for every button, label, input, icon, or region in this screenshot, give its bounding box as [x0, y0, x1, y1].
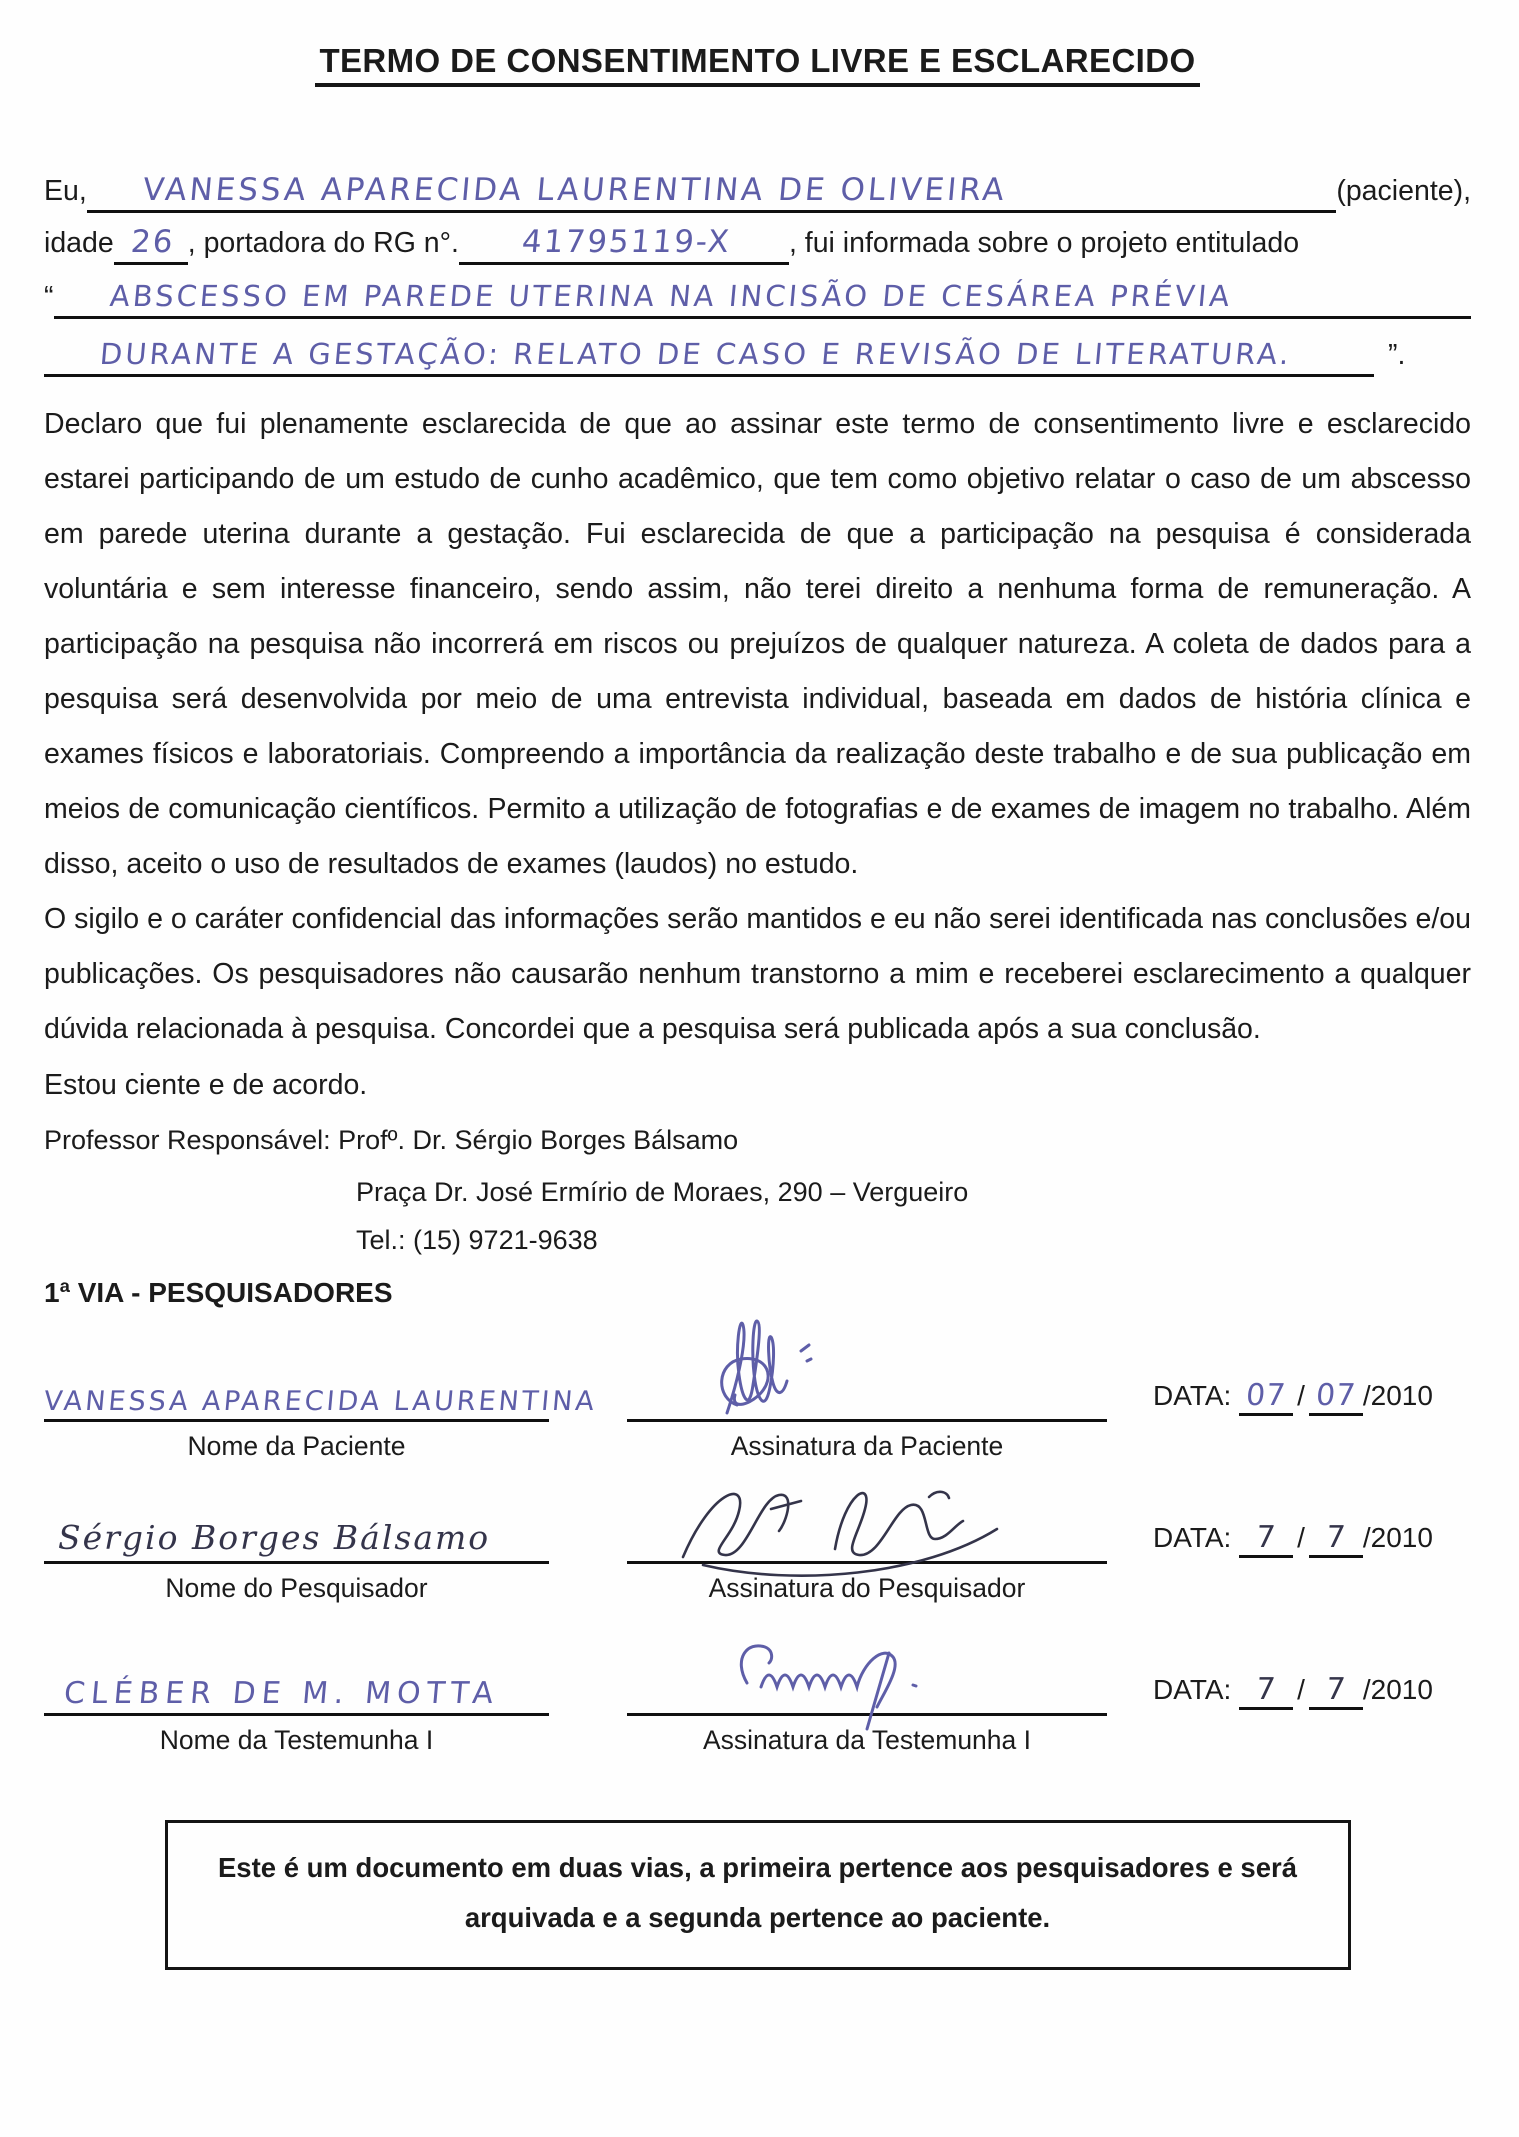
rg-label: , portadora do RG n°. [187, 227, 459, 259]
address-line: Praça Dr. José Ermírio de Moraes, 290 – Vergueiro [356, 1177, 969, 1207]
intro-line-eu [44, 172, 1471, 213]
researcher-date-month-line [1309, 1522, 1363, 1558]
witness-signature-line [627, 1662, 1107, 1716]
date-separator: / [1297, 1522, 1305, 1553]
confidentiality-paragraph: O sigilo e o caráter confidencial das informações serão mantidos e eu não serei identificada nas conclusões e/ou publicações. Os pesquisadores não causarão nenhum transtorno a mim e receberei esclarecimento a qualquer dúvida relacionada à pesquisa. Concordei que a pesquisa será publicada após a sua conclusão. [44, 903, 1471, 1045]
project-title-field-1 [54, 281, 1472, 319]
signature-row-patient [44, 1368, 1471, 1462]
close-quote: ”. [1388, 339, 1406, 371]
patient-date-year: /2010 [1362, 1380, 1433, 1411]
witness-date [1153, 1674, 1433, 1756]
witness-date-day-line [1239, 1674, 1293, 1710]
project-title-line-2 [44, 339, 1471, 377]
researcher-signature-line [627, 1510, 1107, 1564]
open-quote: “ [44, 281, 54, 313]
patient-name-label: Nome da Paciente [187, 1431, 406, 1461]
patient-date-month-line [1309, 1380, 1363, 1416]
project-title-handwriting-2: DURANTE A GESTAÇÃO: RELATO DE CASO E REVISÃO DE LITERATURA. [98, 337, 1294, 371]
patient-date-day-line [1239, 1380, 1293, 1416]
researcher-name-label: Nome do Pesquisador [165, 1573, 428, 1603]
witness-date-day: 7 [1254, 1672, 1278, 1707]
footer-notice-box [165, 1820, 1351, 1970]
date-separator: / [1297, 1674, 1305, 1705]
via-heading: 1ª VIA - PESQUISADORES [44, 1277, 393, 1308]
patient-signature-drawing [697, 1313, 847, 1433]
researcher-name-line [44, 1510, 549, 1564]
researcher-signature-drawing [667, 1465, 1027, 1595]
intro-line-idade [44, 224, 1471, 265]
patient-name-line [42, 1368, 599, 1422]
age-field [114, 224, 188, 265]
witness-name-line [44, 1662, 549, 1716]
page-title: TERMO DE CONSENTIMENTO LIVRE E ESCLARECIDO [315, 42, 1199, 87]
witness-date-year: /2010 [1362, 1674, 1433, 1705]
witness-date-month: 7 [1324, 1672, 1348, 1707]
patient-signature-line [627, 1368, 1107, 1422]
patient-date [1153, 1380, 1433, 1462]
patient-name-handwriting: VANESSA APARECIDA LAURENTINA DE OLIVEIRA [141, 172, 1009, 208]
idade-label: idade [44, 227, 114, 259]
witness-name-label: Nome da Testemunha I [159, 1725, 434, 1755]
date-label: DATA: [1153, 1522, 1232, 1553]
agreement-statement: Estou ciente e de acordo. [44, 1069, 368, 1101]
paciente-label: (paciente), [1336, 175, 1471, 207]
researcher-signature-label: Assinatura do Pesquisador [708, 1573, 1026, 1603]
witness-signature-label: Assinatura da Testemunha I [702, 1725, 1031, 1755]
rg-handwriting: 41795119-X [520, 224, 732, 260]
date-separator: / [1297, 1380, 1305, 1411]
researcher-date-day-line [1239, 1522, 1293, 1558]
patient-date-month: 07 [1314, 1378, 1358, 1413]
witness-date-month-line [1309, 1674, 1363, 1710]
eu-label: Eu, [44, 175, 87, 207]
rg-field [459, 224, 789, 265]
notice-line-2: arquivada e a segunda pertence ao paciente. [464, 1902, 1051, 1933]
researcher-date [1153, 1522, 1433, 1604]
patient-signature-label: Assinatura da Paciente [730, 1431, 1004, 1461]
project-title-handwriting-1: ABSCESSO EM PAREDE UTERINA NA INCISÃO DE CESÁREA PRÉVIA [108, 279, 1234, 313]
researcher-date-day: 7 [1254, 1520, 1278, 1555]
researcher-name-signature-text: Sérgio Borges Bálsamo [58, 1518, 491, 1557]
researcher-date-year: /2010 [1362, 1522, 1433, 1553]
patient-date-day: 07 [1244, 1378, 1288, 1413]
patient-name-field [87, 172, 1337, 213]
declaration-paragraph: Declaro que fui plenamente esclarecida de que ao assinar este termo de consentimento livre e esclarecido estarei participando de um estudo de cunho acadêmico, que tem como objetivo relatar o caso de um abscesso em parede uterina durante a gestação. Fui esclarecida de que a participação na pesquisa é considerada voluntária e sem interesse financeiro, sendo assim, não terei direito a nenhuma forma de remuneração. A participação na pesquisa não incorrerá em riscos ou prejuízos de qualquer natureza. A coleta de dados para a pesquisa será desenvolvida por meio de uma entrevista individual, baseada em dados de história clínica e exames físicos e laboratoriais. Compreendo a importância da realização deste trabalho e de sua publicação em meios de comunicação científicos. Permito a utilização de fotografias e de exames de imagem no trabalho. Além disso, aceito o uso de resultados de exames (laudos) no estudo. [44, 408, 1471, 880]
notice-line-1: Este é um documento em duas vias, a primeira pertence aos pesquisadores e será [217, 1852, 1298, 1883]
signature-row-researcher [44, 1510, 1471, 1604]
researcher-date-month: 7 [1324, 1520, 1348, 1555]
phone-line: Tel.: (15) 9721-9638 [356, 1225, 598, 1255]
professor-line: Professor Responsável: Profº. Dr. Sérgio Borges Bálsamo [44, 1125, 739, 1155]
patient-name-signature-text: VANESSA APARECIDA LAURENTINA [42, 1386, 599, 1417]
project-title-line-1 [44, 281, 1471, 319]
date-label: DATA: [1153, 1674, 1232, 1705]
witness-signature-drawing [717, 1633, 967, 1743]
age-handwriting: 26 [129, 224, 177, 260]
witness-name-signature-text: CLÉBER DE M. MOTTA [62, 1676, 501, 1711]
project-title-field-2 [44, 339, 1374, 377]
informed-label: , fui informada sobre o projeto entitulado [788, 227, 1300, 259]
signature-row-witness [44, 1662, 1471, 1756]
date-label: DATA: [1153, 1380, 1232, 1411]
